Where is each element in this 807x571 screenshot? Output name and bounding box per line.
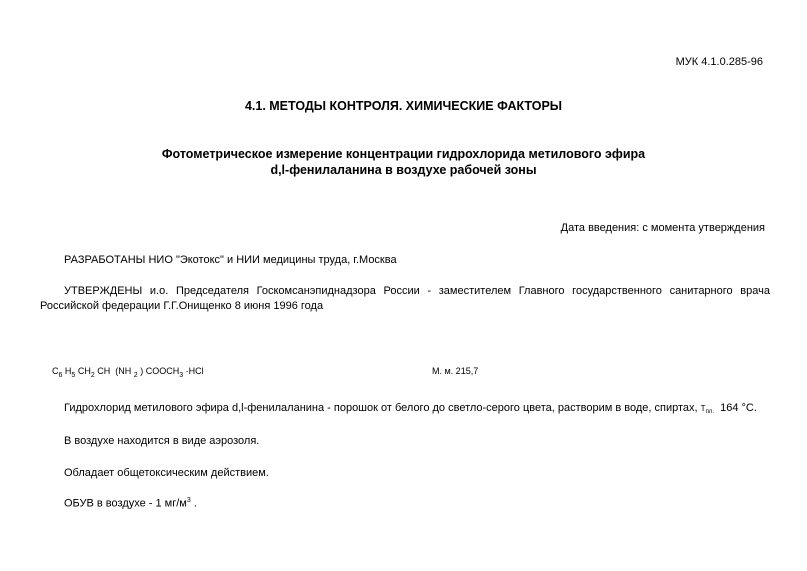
document-code: МУК 4.1.0.285-96 (675, 56, 763, 68)
formula-ch2-sub: 2 (90, 372, 95, 379)
obuv-text: ОБУВ в воздухе - 1 мг/м (64, 497, 187, 510)
substance-description (64, 402, 757, 415)
molecular-mass: М. м. 215,7 (432, 366, 479, 376)
formula-nh2-close: ) (140, 366, 144, 376)
obuv-end: . (193, 497, 197, 510)
melting-point-symbol (701, 404, 714, 413)
formula-cooch3: COOCH (145, 366, 180, 376)
document-title-line-1: Фотометрическое измерение концентрации гидрохлорида метилового эфира (161, 147, 646, 161)
approved-line-2: Российской федерации Г.Г.Онищенко 8 июня 1996 года (40, 300, 324, 312)
section-title: 4.1. МЕТОДЫ КОНТРОЛЯ. ХИМИЧЕСКИЕ ФАКТОРЫ (244, 99, 563, 113)
formula-c-sub: 6 (58, 372, 63, 379)
approved-by-paragraph (40, 284, 770, 314)
chemical-formula (52, 366, 204, 379)
melting-point-sub: пл. (705, 409, 714, 415)
toxicity-paragraph: Обладает общетоксическим действием. (64, 467, 269, 479)
formula-cooch3-sub: 3 (179, 372, 184, 379)
formula-c: C (52, 366, 59, 376)
document-title-line-2: d,l-фенилаланина в воздухе рабочей зоны (270, 163, 537, 177)
formula-hcl: ·HCl (185, 366, 204, 376)
formula-ch2: CH (77, 366, 91, 376)
document-title (0, 146, 807, 178)
melting-point-t: T (700, 404, 706, 413)
developed-by-paragraph: РАЗРАБОТАНЫ НИО "Экотокс" и НИИ медицины труда, г.Москва (64, 254, 397, 266)
formula-h-sub: 5 (71, 372, 76, 379)
formula-ch: CH (97, 366, 111, 376)
introduction-date: Дата введения: с момента утверждения (560, 222, 765, 234)
melting-point-value: 164 °С. (720, 402, 757, 414)
formula-nh2-open: (NH (115, 366, 132, 376)
formula-nh2-sub: 2 (133, 372, 138, 379)
aerosol-paragraph: В воздухе находится в виде аэрозоля. (64, 435, 260, 447)
obuv-sup: 3 (186, 497, 191, 504)
obuv-paragraph (64, 497, 197, 510)
description-text: Гидрохлорид метилового эфира d,l-фенилаланина - порошок от белого до светло-серого цвета, растворим в воде, спиртах, (64, 402, 698, 414)
formula-h: H (64, 366, 72, 376)
approved-line-1: УТВЕРЖДЕНЫ и.о. Председателя Госкомсанэпиднадзора России - заместителем Главного государственного санитарного врача (64, 285, 770, 297)
